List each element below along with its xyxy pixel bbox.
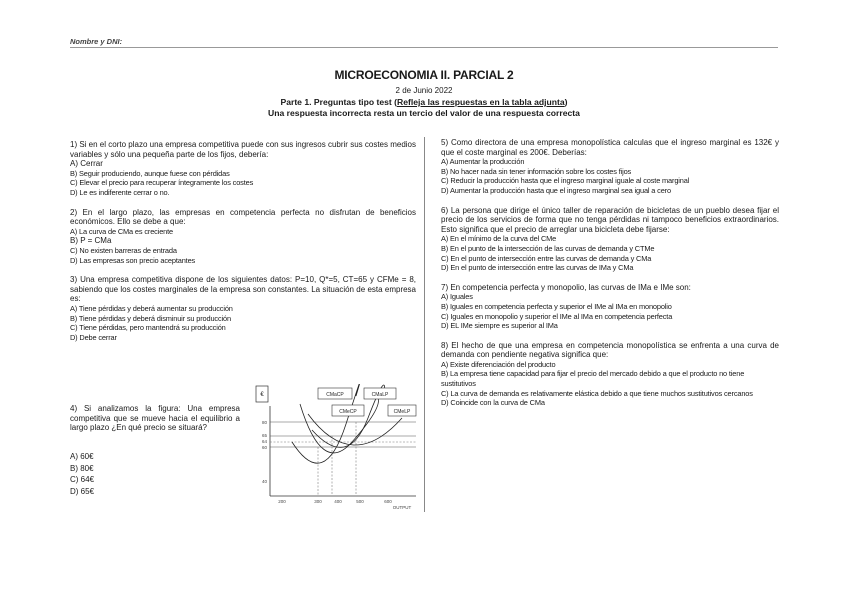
question-1-option-a: A) Cerrar (70, 159, 103, 169)
part-suffix: ) (564, 97, 568, 107)
question-5-option-c: C) Reducir la producción hasta que el ingreso marginal iguale al coste marginal (441, 176, 690, 186)
right-column (441, 138, 779, 418)
column-divider (424, 137, 425, 512)
question-3-option-b: B) Tiene pérdidas y deberá disminuir su producción (70, 313, 231, 323)
y-tick-64: 64 (261, 439, 267, 444)
name-dni-label: Nombre y DNI: (70, 37, 123, 46)
top-divider (70, 47, 778, 48)
question-8-option-c: C) La curva de demanda es relativamente elástica debido a que tiene muchos sustitutivos cercanos (441, 388, 753, 398)
question-3-option-d: D) Debe cerrar (70, 332, 117, 342)
question-1-option-d: D) Le es indiferente cerrar o no. (70, 187, 170, 197)
curve-label-cmecp: CMeCP (339, 409, 357, 415)
penalty-note: Una respuesta incorrecta resta un tercio del valor de una respuesta correcta (268, 108, 580, 118)
cost-curves-figure (252, 384, 420, 510)
question-6 (441, 206, 779, 273)
curve-label-cmelp: CMeLP (393, 409, 411, 415)
question-4-option-c: C) 64€ (70, 475, 95, 485)
question-7 (441, 283, 779, 331)
question-5-option-b: B) No hacer nada sin tener información sobre los costes fijos (441, 166, 632, 176)
question-7-stem: 7) En competencia perfecta y monopolio, las curvas de IMa e IMe son: (441, 282, 691, 292)
question-4-stem: 4) Si analizamos la figura: Una empresa competitiva que se mueve hacia el equilibrio a largo plazo ¿En qué precio se situará? (70, 404, 240, 433)
question-3-option-a: A) Tiene pérdidas y deberá aumentar su producción (70, 303, 233, 313)
question-8 (441, 341, 779, 408)
question-7-option-a: A) Iguales (441, 292, 473, 302)
question-3 (70, 275, 416, 342)
part-underlined: Refleja las respuestas en la tabla adjunta (397, 97, 565, 107)
x-axis-label: OUTPUT (392, 505, 412, 510)
question-6-option-a: A) En el mínimo de la curva del CMe (441, 234, 557, 244)
x-tick-200: 200 (278, 499, 286, 504)
question-2-stem: 2) En el largo plazo, las empresas en competencia perfecta no disfrutan de beneficios económicos. Ello se debe a que: (70, 207, 416, 227)
part-prefix: Parte 1. Preguntas tipo test ( (280, 97, 397, 107)
y-tick-80: 80 (261, 420, 267, 425)
question-5-option-a: A) Aumentar la producción (441, 157, 525, 167)
curve-label-cmacp: CMaCP (326, 392, 344, 398)
question-2 (70, 208, 416, 266)
question-1-option-c: C) Elevar el precio para recuperar íntegramente los costes (70, 178, 254, 188)
question-6-stem: 6) La persona que dirige el único taller de reparación de bicicletas de un pueblo desea fijar el precio de los servicios de forma que no tenga pérdidas ni tampoco beneficios extraordinarios. Esto significa que el precio de arreglar una bicicleta debe fijarse: (441, 205, 779, 234)
y-axis-label: € (260, 392, 264, 398)
question-3-stem: 3) Una empresa competitiva dispone de los siguientes datos: P=10, Q*=5, CT=65 y CFMe = 8, sabiendo que los costes marginales de la empresa son constantes. La situación de esta empresa es: (70, 275, 416, 304)
question-8-option-d: D) Coincide con la curva de CMa (441, 398, 545, 408)
y-tick-60: 60 (261, 445, 267, 450)
exam-title: MICROECONOMIA II. PARCIAL 2 (334, 68, 514, 82)
question-4-option-a: A) 60€ (70, 452, 94, 461)
x-tick-400: 400 (334, 499, 342, 504)
question-1-stem: 1) Si en el corto plazo una empresa competitiva puede con sus ingresos cubrir sus costes medios variables y sólo una pequeña parte de los fijos, debería: (70, 140, 416, 159)
question-1-option-b: B) Seguir produciendo, aunque fuese con pérdidas (70, 168, 230, 178)
x-tick-500: 500 (356, 499, 364, 504)
question-6-option-b: B) En el punto de la intersección de las curvas de demanda y CTMe (441, 243, 655, 253)
y-tick-40: 40 (261, 479, 267, 484)
question-7-option-b: B) Iguales en competencia perfecta y superior el IMe al IMa en monopolio (441, 301, 672, 311)
question-1 (70, 140, 416, 198)
x-tick-600: 600 (384, 499, 392, 504)
question-2-option-a: A) La curva de CMa es creciente (70, 226, 173, 236)
exam-header (70, 68, 778, 118)
curve-label-cmalp: CMaLP (371, 392, 389, 398)
question-6-option-c: C) En el punto de intersección entre las curvas de demanda y CMa (441, 253, 652, 263)
question-4-options (70, 451, 94, 497)
question-6-option-d: D) En el punto de intersección entre las curvas de IMa y CMa (441, 263, 634, 273)
question-8-option-b: B) La empresa tiene capacidad para fijar el precio del mercado debido a que el producto no tiene sustitutivos (441, 369, 745, 389)
question-5-stem: 5) Como directora de una empresa monopolística calculas que el ingreso marginal es 132€ y que el coste marginal es 200€. Deberías: (441, 138, 779, 157)
question-5-option-d: D) Aumentar la producción hasta que el ingreso marginal sea igual a cero (441, 185, 671, 195)
part-heading (70, 97, 778, 107)
question-2-option-d: D) Las empresas son precio aceptantes (70, 255, 196, 265)
question-2-option-c: C) No existen barreras de entrada (70, 245, 177, 255)
exam-date: 2 de Junio 2022 (395, 86, 453, 95)
question-8-stem: 8) El hecho de que una empresa en competencia monopolística se enfrenta a una curva de demanda con pendiente negativa significa que: (441, 340, 779, 360)
question-5 (441, 138, 779, 196)
question-8-option-a: A) Existe diferenciación del producto (441, 359, 556, 369)
question-3-option-c: C) Tiene pérdidas, pero mantendrá su producción (70, 323, 226, 333)
x-tick-300: 300 (314, 499, 322, 504)
question-4-option-b: B) 80€ (70, 463, 94, 473)
question-7-option-d: D) EL IMe siempre es superior al IMa (441, 321, 558, 331)
y-tick-65: 65 (261, 433, 267, 438)
cost-curves-svg (252, 384, 420, 510)
question-4-option-d: D) 65€ (70, 486, 95, 496)
question-7-option-c: C) Iguales en monopolio y superior el IMe al IMa en competencia perfecta (441, 311, 673, 321)
left-column (70, 140, 416, 352)
question-2-option-b: B) P = CMa (70, 236, 112, 246)
